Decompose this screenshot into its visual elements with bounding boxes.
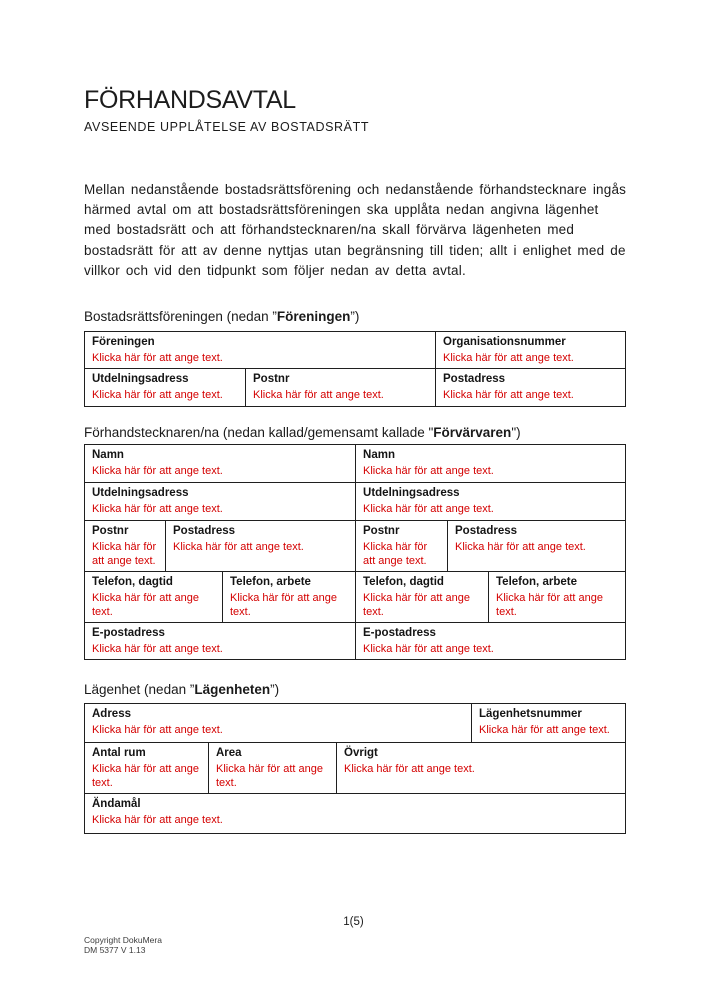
cell-utdelningsadress-2: [356, 483, 626, 521]
table-row: [85, 623, 626, 660]
field-label-postadress: Postadress: [443, 373, 506, 386]
field-label-namn: Namn: [92, 449, 124, 462]
table-row: [85, 743, 626, 794]
copyright-line1: Copyright DokuMera: [84, 935, 162, 945]
field-label-antal-rum: Antal rum: [92, 747, 146, 760]
cell-namn-2: [356, 445, 626, 483]
table-row: [85, 521, 626, 572]
heading-bold-term: Förvärvaren: [433, 425, 512, 441]
heading-bold-term: Föreningen: [276, 309, 351, 325]
placeholder-postadress-1[interactable]: Klicka här för att ange text.: [173, 541, 304, 554]
field-label-postnr: Postnr: [253, 373, 290, 386]
placeholder-postnr-1[interactable]: Klicka här för att ange text.: [92, 541, 157, 568]
cell-organisationsnummer: [436, 332, 626, 369]
intro-paragraph: Mellan nedanstående bostadsrättsförening och nedanstående förhandstecknare ingås härmed avtal om att bostadsrättsföreningen ska upplåta nedan angivna lägenhet med bostadsrätt och att förhandstecknaren/na skall förvärva lägenheten med bostadsrätt för att av denne nyttjas utan begränsning till tiden; allt i enlighet med de villkor och vid den tidpunkt som följer nedan av detta avtal.: [84, 182, 627, 278]
cell-namn-1: [85, 445, 356, 483]
placeholder-area[interactable]: Klicka här för att ange text.: [216, 763, 324, 790]
table-forvarvaren: [84, 444, 626, 660]
placeholder-postadress-forening[interactable]: Klicka här för att ange text.: [443, 389, 574, 402]
field-label-epostadress: E-postadress: [92, 627, 165, 640]
table-row: [85, 572, 626, 623]
heading-prefix: Förhandstecknaren/na (nedan kallad/gemensamt kallade ": [84, 425, 434, 441]
heading-bold-term: Lägenheten: [194, 682, 271, 698]
heading-suffix: "): [511, 425, 521, 441]
placeholder-epostadress-1[interactable]: Klicka här för att ange text.: [92, 643, 223, 656]
placeholder-telefon-dagtid-1[interactable]: Klicka här för att ange text.: [92, 592, 200, 619]
placeholder-ovrigt[interactable]: Klicka här för att ange text.: [344, 763, 475, 776]
cell-postnr-1: [85, 521, 166, 572]
placeholder-epostadress-2[interactable]: Klicka här för att ange text.: [363, 643, 494, 656]
field-label-telefon-arbete: Telefon, arbete: [230, 576, 311, 589]
placeholder-antal-rum[interactable]: Klicka här för att ange text.: [92, 763, 200, 790]
document-subtitle: AVSEENDE UPPLÅTELSE AV BOSTADSRÄTT: [84, 120, 370, 134]
field-label-andamal: Ändamål: [92, 798, 141, 811]
field-label-namn: Namn: [363, 449, 395, 462]
placeholder-telefon-dagtid-2[interactable]: Klicka här för att ange text.: [363, 592, 471, 619]
field-label-foreningen: Föreningen: [92, 336, 155, 349]
cell-foreningen: [85, 332, 436, 369]
placeholder-utdelningsadress-forening[interactable]: Klicka här för att ange text.: [92, 389, 223, 402]
placeholder-postnr-2[interactable]: Klicka här för att ange text.: [363, 541, 428, 568]
cell-telefon-dagtid-2: [356, 572, 489, 623]
field-label-postnr: Postnr: [92, 525, 129, 538]
cell-andamal: [85, 794, 626, 834]
placeholder-namn-2[interactable]: Klicka här för att ange text.: [363, 465, 494, 478]
field-label-postnr: Postnr: [363, 525, 400, 538]
cell-telefon-dagtid-1: [85, 572, 223, 623]
cell-postadress-1: [166, 521, 356, 572]
cell-telefon-arbete-2: [489, 572, 626, 623]
field-label-utdelningsadress: Utdelningsadress: [92, 487, 189, 500]
placeholder-telefon-arbete-1[interactable]: Klicka här för att ange text.: [230, 592, 338, 619]
field-label-postadress: Postadress: [173, 525, 236, 538]
field-label-lagenhetsnummer: Lägenhetsnummer: [479, 708, 582, 721]
field-label-telefon-dagtid: Telefon, dagtid: [363, 576, 444, 589]
field-label-epostadress: E-postadress: [363, 627, 436, 640]
table-row: [85, 445, 626, 483]
section-heading-forvarvaren: [84, 424, 625, 441]
section-heading-lagenheten: [84, 681, 625, 698]
heading-prefix: Bostadsrättsföreningen (nedan ”: [84, 309, 277, 325]
cell-epostadress-1: [85, 623, 356, 660]
field-label-telefon-arbete: Telefon, arbete: [496, 576, 577, 589]
placeholder-organisationsnummer[interactable]: Klicka här för att ange text.: [443, 352, 574, 365]
placeholder-adress[interactable]: Klicka här för att ange text.: [92, 724, 223, 737]
page-number: 1(5): [343, 916, 364, 928]
cell-postnr-2: [356, 521, 448, 572]
table-row: [85, 332, 626, 369]
placeholder-andamal[interactable]: Klicka här för att ange text.: [92, 814, 223, 827]
field-label-utdelningsadress: Utdelningsadress: [363, 487, 460, 500]
placeholder-foreningen[interactable]: Klicka här för att ange text.: [92, 352, 223, 365]
cell-adress: [85, 704, 472, 743]
heading-prefix: Lägenhet (nedan ”: [84, 682, 195, 698]
field-label-utdelningsadress: Utdelningsadress: [92, 373, 189, 386]
cell-epostadress-2: [356, 623, 626, 660]
copyright-line2: DM 5377 V 1.13: [84, 945, 146, 955]
copyright-notice: [84, 935, 162, 955]
heading-suffix: ”): [350, 309, 360, 325]
placeholder-postnr-forening[interactable]: Klicka här för att ange text.: [253, 389, 384, 402]
field-label-area: Area: [216, 747, 242, 760]
field-label-organisationsnummer: Organisationsnummer: [443, 336, 566, 349]
table-row: [85, 794, 626, 834]
field-label-adress: Adress: [92, 708, 131, 721]
cell-lagenhetsnummer: [472, 704, 626, 743]
cell-antal-rum: [85, 743, 209, 794]
placeholder-utdelningsadress-1[interactable]: Klicka här för att ange text.: [92, 503, 223, 516]
placeholder-postadress-2[interactable]: Klicka här för att ange text.: [455, 541, 586, 554]
table-row: [85, 704, 626, 743]
table-row: [85, 369, 626, 407]
cell-utdelningsadress-1: [85, 483, 356, 521]
heading-suffix: ”): [270, 682, 280, 698]
placeholder-lagenhetsnummer[interactable]: Klicka här för att ange text.: [479, 724, 610, 737]
cell-utdelningsadress-forening: [85, 369, 246, 407]
section-heading-foreningen: [84, 308, 625, 325]
table-foreningen: [84, 331, 626, 407]
table-lagenheten: [84, 703, 626, 834]
field-label-ovrigt: Övrigt: [344, 747, 378, 760]
table-row: [85, 483, 626, 521]
field-label-telefon-dagtid: Telefon, dagtid: [92, 576, 173, 589]
placeholder-utdelningsadress-2[interactable]: Klicka här för att ange text.: [363, 503, 494, 516]
cell-ovrigt: [337, 743, 626, 794]
cell-area: [209, 743, 337, 794]
cell-postadress-forening: [436, 369, 626, 407]
placeholder-telefon-arbete-2[interactable]: Klicka här för att ange text.: [496, 592, 604, 619]
cell-postadress-2: [448, 521, 626, 572]
field-label-postadress: Postadress: [455, 525, 518, 538]
cell-telefon-arbete-1: [223, 572, 356, 623]
cell-postnr-forening: [246, 369, 436, 407]
document-title: FÖRHANDSAVTAL: [84, 86, 296, 114]
placeholder-namn-1[interactable]: Klicka här för att ange text.: [92, 465, 223, 478]
